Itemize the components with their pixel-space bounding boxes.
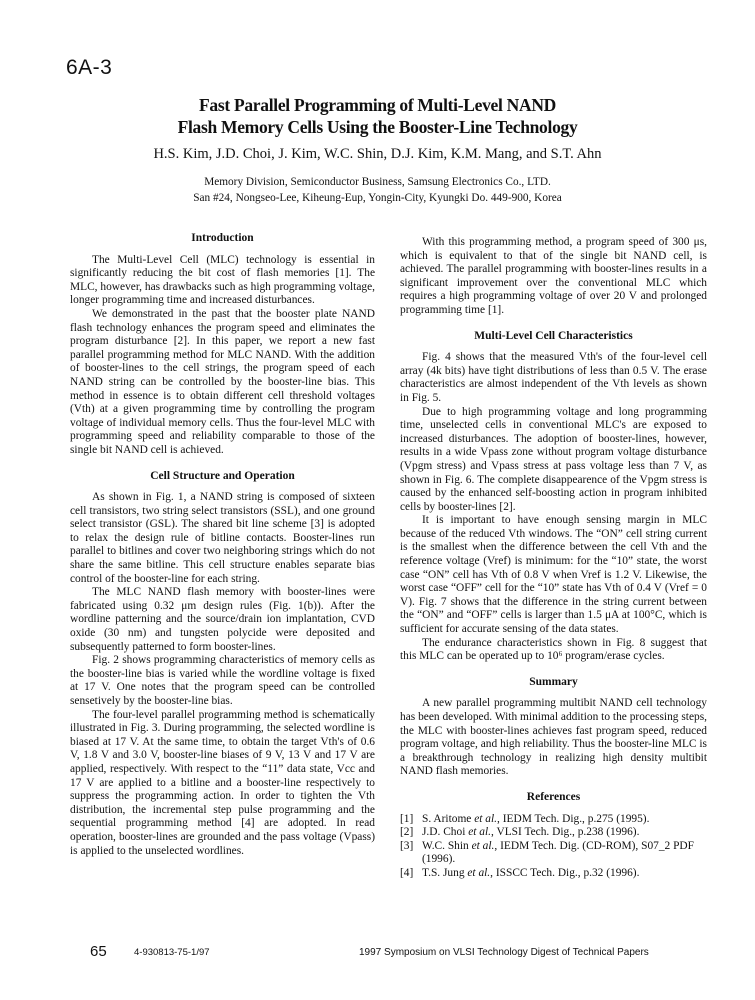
page-number: 65 [90, 943, 107, 960]
author-list: H.S. Kim, J.D. Choi, J. Kim, W.C. Shin, D.J. Kim, K.M. Mang, and S.T. Ahn [153, 146, 602, 162]
affiliation-line-1: Memory Division, Semiconductor Business, Samsung Electronics Co., LTD. [204, 176, 551, 188]
section-heading-references: References [526, 790, 581, 803]
paragraph: The endurance characteristics shown in Fig. 8 suggest that this MLC can be operated up to 10⁶ program/erase cycles. [400, 636, 707, 663]
paragraph: The Multi-Level Cell (MLC) technology is essential in significantly reducing the bit cost of flash memories [1]. The MLC, however, has drawbacks such as high programming voltage, longer programming time and increased disturbances. [70, 253, 375, 307]
paragraph: Fig. 4 shows that the measured Vth's of the four-level cell array (4k bits) have tight distributions of less than 0.5 V. The erase characteristics are almost independent of the Vth levels as shown in Fig. 5. [400, 351, 707, 404]
left-column [70, 232, 375, 858]
section-heading-cell-structure: Cell Structure and Operation [150, 469, 295, 482]
reference-item: [3] W.C. Shin et al., IEDM Tech. Dig. (CD-ROM), S07_2 PDF (1996). [400, 839, 694, 866]
conference-name: 1997 Symposium on VLSI Technology Digest of Technical Papers [359, 947, 649, 958]
session-label: 6A-3 [66, 56, 113, 79]
paragraph: Fig. 2 shows programming characteristics of memory cells as the booster-line bias is varied while the wordline voltage is fixed at 17 V. One notes that the program speed can be controlled sensetively by the booster-line bias. [70, 654, 375, 707]
paragraph: Due to high programming voltage and long programming time, unselected cells in conventional MLC's are exposed to increased disturbances. The adoption of booster-lines, however, results in a wide Vpass zone without program voltage disturbance (Vpgm stress) and Vpass stress at pass voltage less than 7 V, as shown in Fig. 6. The complete disappearence of the Vpgm stress is caused by the enhanced self-boosting action in program inhibited cells by booster-lines [2]. [400, 405, 707, 513]
paragraph: It is important to have enough sensing margin in MLC because of the reduced Vth windows. The “ON” cell string current is the smallest when the difference between the cell Vth and the reference voltage (Vref) is minimum: for the “10” state, the worst case “ON” cell has Vth of 0.8 V when Vref is 1.2 V. Likewise, the worst case “OFF” cell for the “10” state has Vth of 0.4 V (Vref = 0 V). Fig. 7 shows that the difference in the string current between the “ON” and “OFF” cells is larger than 1.5 μA at 100°C, which is sufficient for accurate sensing of the data states. [400, 514, 707, 636]
reference-list [400, 813, 707, 881]
isbn: 4-930813-75-1/97 [134, 947, 210, 958]
paragraph: As shown in Fig. 1, a NAND string is composed of sixteen cell transistors, two string select transistors (SSL), and one ground select transistor (GSL). The shared bit line scheme [3] is adopted to relax the design rule of bitline contacts. Booster-lines run parallel to bitlines and cover two neighboring strings which do not share the same bitline. This cell structure enables separate bias control of the booster-line for each string. [70, 491, 375, 585]
section-heading-summary: Summary [529, 675, 578, 688]
paragraph: With this programming method, a program speed of 300 μs, which is equivalent to that of the single bit NAND cell, is achieved. The parallel programming with booster-lines results in a significant improvement over the conventional MLC which requires a high programming voltage of over 20 V and prolonged programming time [1]. [400, 236, 707, 316]
paper-title [0, 94, 755, 138]
paragraph: The four-level parallel programming method is schematically illustrated in Fig. 3. During programming, the selected wordline is biased at 17 V. At the same time, to obtain the target Vth's of 0.6 V, 1.8 V and 3.0 V, booster-line biases of 9 V, 13 V and 17 V are applied, respectively. With respect to the “11” data state, Vcc and 17 V are applied to a bitline and a booster-line respectively to suppress the programming action. In order to tighten the Vth distribution, the incremental step pulse programming and the sequential programming method [4] are adopted. In read operation, booster-lines are grounded and the pass voltage (Vpass) is applied to the unselected wordlines. [70, 708, 375, 857]
paragraph: A new parallel programming multibit NAND cell technology has been developed. With minimal addition to the processing steps, the MLC with booster-lines achieves fast program speed, reduced program voltage, and high reliability. Thus the booster-line MLC is a breakthrough technology in realizing high density multibit NAND flash memories. [400, 697, 707, 778]
section-heading-introduction: Introduction [191, 232, 254, 244]
title-line-2: Flash Memory Cells Using the Booster-Line Technology [177, 117, 578, 137]
reference-item: [2] J.D. Choi et al., VLSI Tech. Dig., p.238 (1996). [400, 826, 640, 839]
reference-item: [1] S. Aritome et al., IEDM Tech. Dig., p.275 (1995). [400, 812, 650, 825]
paragraph: The MLC NAND flash memory with booster-lines were fabricated using 0.32 μm design rules (Fig. 1(b)). After the wordline patterning and the source/drain ion implantation, CVD oxide (30 nm) and tungsten polycide were deposited and subsequently patterned to form booster-lines. [70, 586, 375, 653]
section-heading-mlc-characteristics: Multi-Level Cell Characteristics [474, 329, 633, 342]
paragraph: We demonstrated in the past that the booster plate NAND flash technology enhances the program speed and eliminates the program disturbance [2]. In this paper, we report a new fast parallel programming method for MLC NAND. With the addition of booster-lines to the cell strings, the program speed of each NAND string can be controlled by the booster-line bias. This method in essence is to obtain different cell threshold voltages (Vth) at a given programming time by controlling the program voltage of individual memory cells. Thus the four-level MLC with programming speed and reliability comparable to those of the single bit NAND cell is achieved. [70, 307, 375, 456]
title-line-1: Fast Parallel Programming of Multi-Level NAND [199, 95, 556, 115]
right-column [400, 236, 707, 881]
reference-item: [4] T.S. Jung et al., ISSCC Tech. Dig., p.32 (1996). [400, 866, 640, 879]
affiliation-line-2: San #24, Nongseo-Lee, Kiheung-Eup, Yongin-City, Kyungki Do. 449-900, Korea [193, 192, 562, 204]
affiliation [0, 174, 755, 206]
